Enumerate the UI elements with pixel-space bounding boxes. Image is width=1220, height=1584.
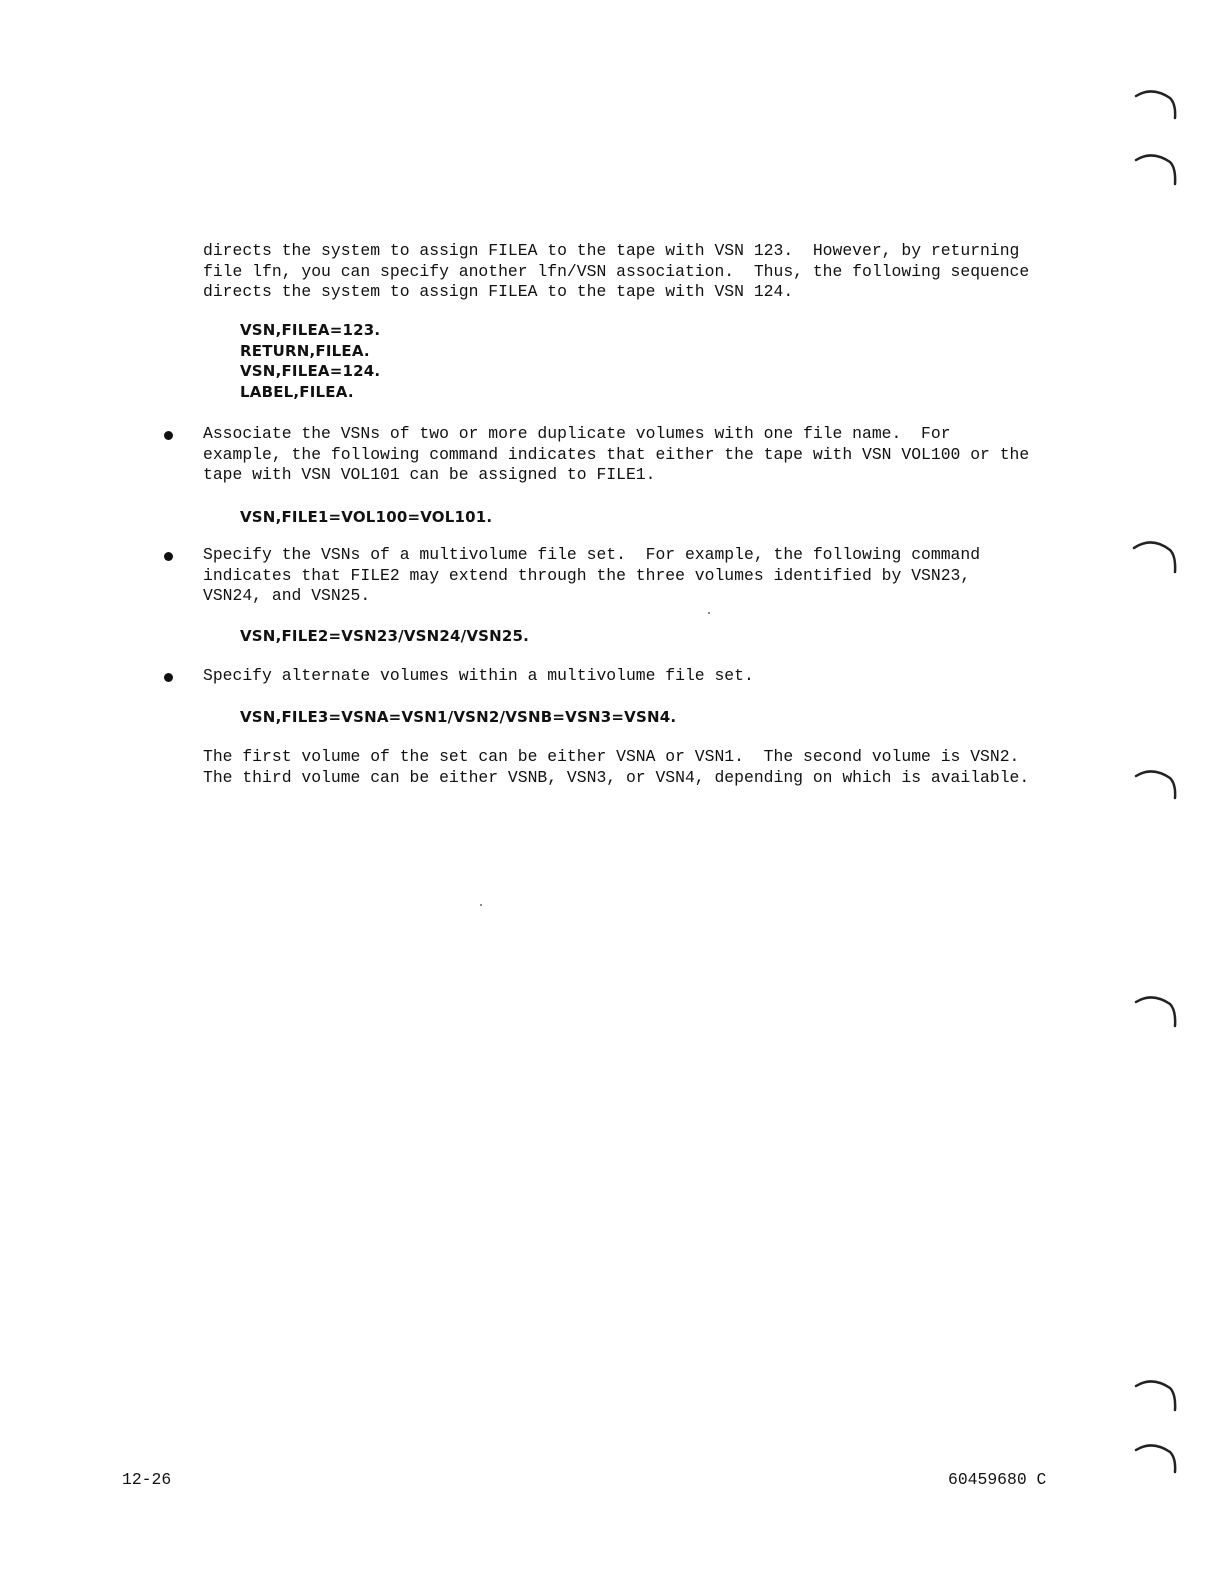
bullet-2-line-3: VSN24, and VSN25.	[203, 586, 371, 605]
punch-hole-mark-7	[1130, 1436, 1180, 1486]
code-line-2: RETURN,FILEA.	[240, 341, 370, 360]
bullet-3-code: VSN,FILE3=VSNA=VSN1/VSN2/VSNB=VSN3=VSN4.	[240, 708, 677, 726]
bullet-1-paragraph	[203, 424, 1063, 486]
intro-line-1: directs the system to assign FILEA to the tape with VSN 123. However, by returning	[203, 241, 1020, 260]
code-line-3: VSN,FILEA=124.	[240, 362, 381, 380]
bullet-3-paragraph	[203, 666, 1063, 687]
closing-paragraph	[203, 747, 1063, 788]
bullet-2-line-1: Specify the VSNs of a multivolume file set. For example, the following command	[203, 545, 981, 564]
punch-hole-mark-1	[1130, 82, 1180, 132]
intro-line-3: directs the system to assign FILEA to the tape with VSN 124.	[203, 282, 794, 301]
page-number: 12-26	[122, 1470, 172, 1489]
scan-speck-2	[708, 612, 710, 614]
bullet-dot-2	[164, 552, 173, 561]
punch-hole-mark-4	[1130, 762, 1180, 812]
code-line-1: VSN,FILEA=123.	[240, 321, 381, 339]
document-number: 60459680 C	[948, 1470, 1047, 1489]
bullet-dot-1	[164, 431, 173, 440]
bullet-2-paragraph	[203, 545, 1063, 607]
bullet-2-line-2: indicates that FILE2 may extend through the three volumes identified by VSN23,	[203, 565, 971, 585]
bullet-1-line-1: Associate the VSNs of two or more duplicate volumes with one file name. For	[203, 424, 951, 443]
bullet-1-code: VSN,FILE1=VOL100=VOL101.	[240, 508, 493, 526]
bullet-dot-3	[164, 673, 173, 682]
punch-hole-mark-5	[1130, 988, 1180, 1038]
closing-line-2: The third volume can be either VSNB, VSN3, or VSN4, depending on which is available.	[203, 767, 1030, 787]
punch-hole-mark-3	[1130, 534, 1180, 584]
bullet-2-code: VSN,FILE2=VSN23/VSN24/VSN25.	[240, 627, 530, 645]
punch-hole-mark-2	[1130, 146, 1180, 196]
punch-hole-mark-6	[1130, 1372, 1180, 1422]
code-line-4: LABEL,FILEA.	[240, 382, 354, 401]
bullet-1-line-2: example, the following command indicates that either the tape with VSN VOL100 or the	[203, 444, 1030, 464]
code-sequence	[240, 320, 380, 402]
intro-paragraph	[203, 241, 1063, 303]
closing-line-1: The first volume of the set can be either VSNA or VSN1. The second volume is VSN2.	[203, 747, 1020, 766]
scan-speck-1	[480, 904, 482, 906]
bullet-1-line-3: tape with VSN VOL101 can be assigned to FILE1.	[203, 465, 656, 484]
bullet-3-line-1: Specify alternate volumes within a multivolume file set.	[203, 666, 754, 685]
intro-line-2: file lfn, you can specify another lfn/VSN association. Thus, the following sequence	[203, 261, 1030, 281]
